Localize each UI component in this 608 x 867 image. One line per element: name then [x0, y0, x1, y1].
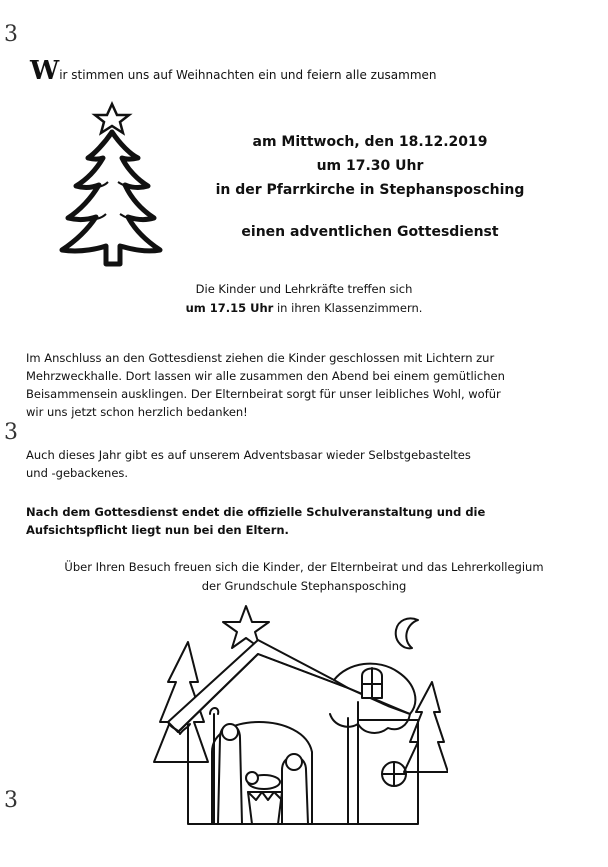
punch-mark-bottom: 3 [4, 788, 18, 813]
paragraph-line: wir uns jetzt schon herzlich bedanken! [26, 405, 248, 419]
punch-mark-top: 3 [4, 22, 18, 47]
meeting-location: in ihren Klassenzimmern. [273, 301, 423, 315]
event-place: in der Pfarrkirche in Stephansposching [215, 182, 525, 198]
paragraph-bazaar [26, 446, 586, 482]
punch-mark-middle: 3 [4, 420, 18, 445]
closing-line-2: der Grundschule Stephansposching [201, 579, 407, 593]
paragraph-after-service [26, 349, 586, 421]
paragraph-line: Aufsichtspflicht liegt nun bei den Eltern. [26, 523, 289, 537]
christmas-tree-icon [56, 100, 164, 268]
meeting-info [0, 280, 608, 318]
meeting-line-2 [0, 299, 608, 318]
nativity-scene-icon [148, 602, 448, 832]
closing-text [0, 558, 608, 596]
closing-line-1: Über Ihren Besuch freuen sich die Kinder, der Elternbeirat und das Lehrerkollegium [64, 560, 544, 574]
headline [30, 56, 437, 86]
paragraph-line: Auch dieses Jahr gibt es auf unserem Adventsbasar wieder Selbstgebasteltes [26, 448, 471, 462]
paragraph-line: Nach dem Gottesdienst endet die offizielle Schulveranstaltung und die [26, 505, 486, 519]
meeting-line-1: Die Kinder und Lehrkräfte treffen sich [195, 282, 413, 296]
meeting-time: um 17.15 Uhr [185, 301, 274, 315]
event-details [210, 130, 530, 202]
headline-text: ir stimmen uns auf Weihnachten ein und feiern alle zusammen [59, 68, 437, 82]
paragraph-line: Im Anschluss an den Gottesdienst ziehen die Kinder geschlossen mit Lichtern zur [26, 351, 495, 365]
event-service: einen adventlichen Gottesdienst [241, 224, 499, 240]
paragraph-line: Beisammensein ausklingen. Der Elternbeirat sorgt für unser leibliches Wohl, wofür [26, 387, 501, 401]
headline-initial: W [30, 56, 60, 86]
paragraph-line: Mehrzweckhalle. Dort lassen wir alle zusammen den Abend bei einem gemütlichen [26, 369, 505, 383]
event-date: am Mittwoch, den 18.12.2019 [252, 134, 488, 150]
paragraph-line: und -gebackenes. [26, 466, 129, 480]
event-time: um 17.30 Uhr [316, 158, 424, 174]
paragraph-supervision [26, 503, 586, 539]
